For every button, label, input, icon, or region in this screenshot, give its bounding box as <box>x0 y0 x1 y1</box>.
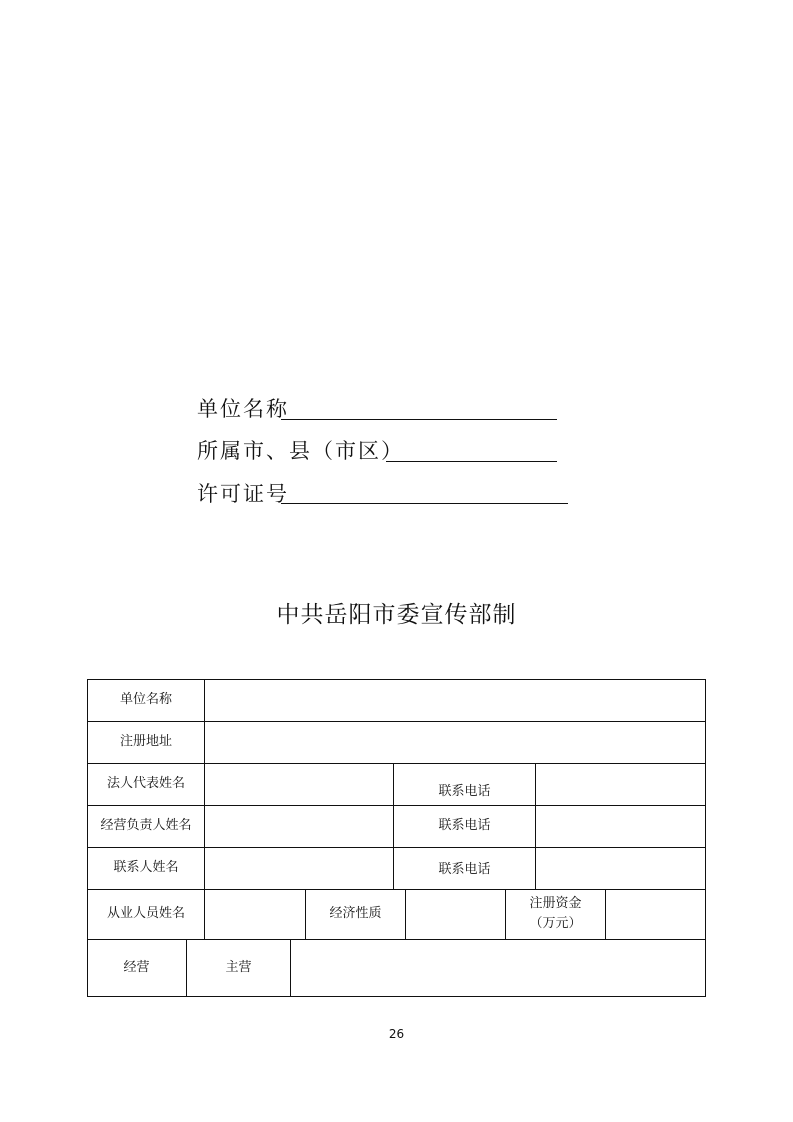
staff-label: 从业人员姓名 <box>106 906 185 921</box>
registration-form-table <box>87 679 706 997</box>
table-border-bottom <box>87 996 706 997</box>
reg-capital-label-line1: 注册资金 <box>529 896 582 911</box>
contact-phone-label: 联系电话 <box>438 862 491 877</box>
contact-label: 联系人姓名 <box>113 860 179 875</box>
reg-address-field[interactable] <box>205 721 705 763</box>
manager-field[interactable] <box>205 805 393 847</box>
page-number: 26 <box>388 1027 405 1041</box>
legal-rep-phone-field[interactable] <box>536 763 705 805</box>
contact-field[interactable] <box>205 847 393 889</box>
business-label: 经营 <box>123 959 150 975</box>
manager-label: 经营负责人姓名 <box>100 818 192 833</box>
main-business-field[interactable] <box>291 939 705 996</box>
cover-unit-name-underline[interactable] <box>281 419 557 420</box>
manager-phone-field[interactable] <box>536 805 705 847</box>
reg-capital-label-line2: （万元） <box>529 916 582 931</box>
cover-region-label: 所属市、县（市区） <box>197 439 404 463</box>
unit-name-field[interactable] <box>205 679 705 721</box>
reg-capital-field[interactable] <box>606 889 705 939</box>
cover-license-underline[interactable] <box>281 503 568 504</box>
econ-nature-field[interactable] <box>406 889 505 939</box>
manager-phone-label: 联系电话 <box>438 818 491 833</box>
staff-field[interactable] <box>205 889 305 939</box>
table-border-right <box>705 679 706 997</box>
main-business-label: 主营 <box>225 959 252 975</box>
legal-rep-phone-label: 联系电话 <box>438 784 491 799</box>
issuer-title: 中共岳阳市委宣传部制 <box>276 602 517 628</box>
contact-phone-field[interactable] <box>536 847 705 889</box>
cover-unit-name-label: 单位名称 <box>197 397 289 421</box>
cover-region-underline[interactable] <box>386 461 557 462</box>
reg-capital-label <box>506 889 605 939</box>
unit-name-label: 单位名称 <box>119 692 172 707</box>
cover-license-label: 许可证号 <box>197 482 289 506</box>
econ-nature-label: 经济性质 <box>329 906 382 921</box>
legal-rep-field[interactable] <box>205 763 393 805</box>
legal-rep-label: 法人代表姓名 <box>106 776 185 791</box>
reg-address-label: 注册地址 <box>119 734 172 749</box>
